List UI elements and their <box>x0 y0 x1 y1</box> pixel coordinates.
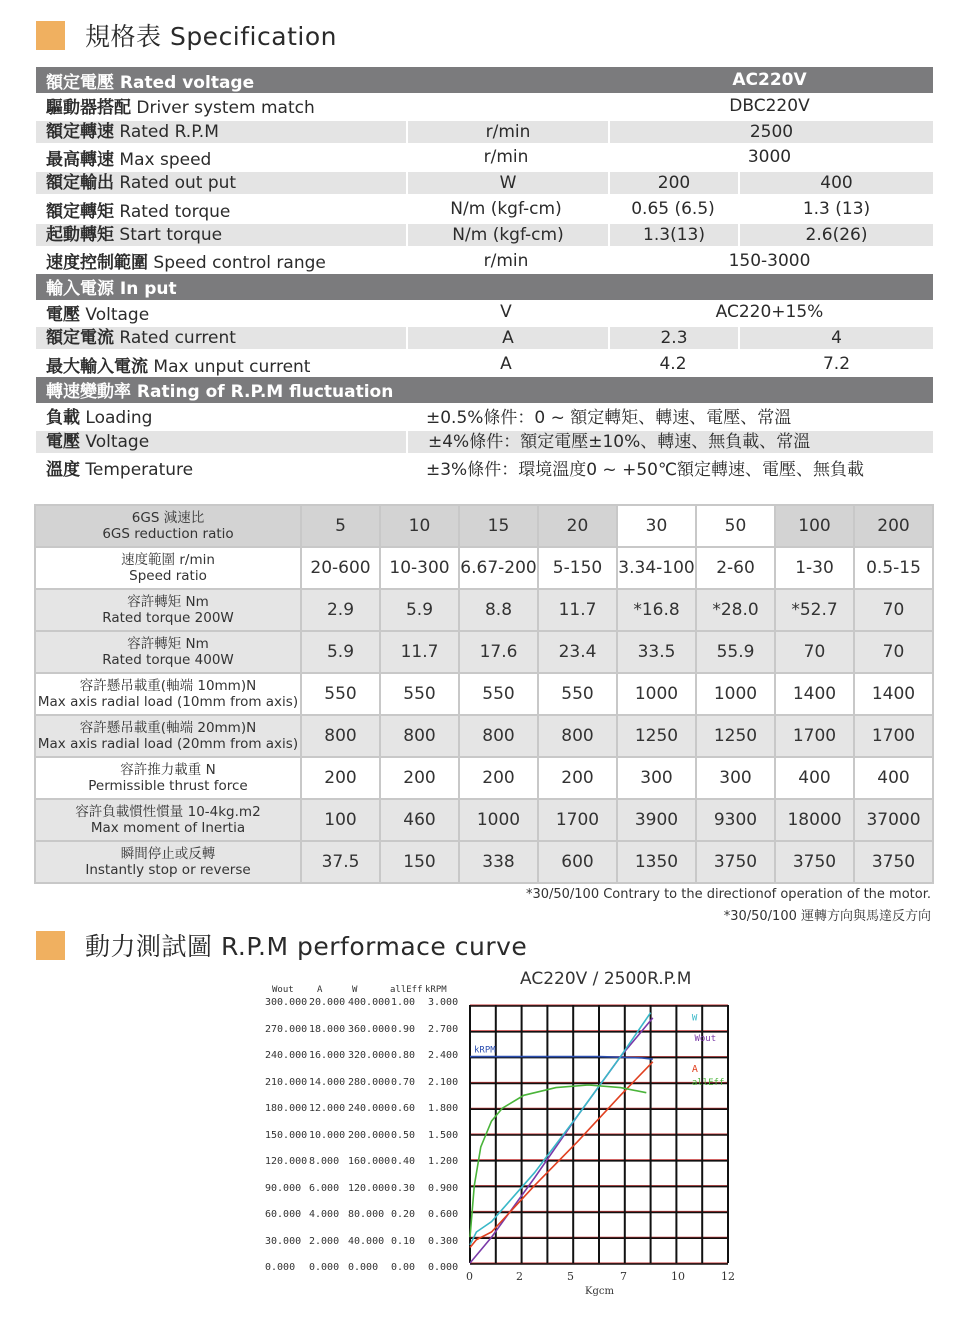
input-header: 輸入電源 In put <box>36 274 933 300</box>
ratio-cell: 33.5 <box>617 631 696 673</box>
ratio-cell: 200 <box>301 757 380 799</box>
ratio-cell: *28.0 <box>696 589 775 631</box>
ratio-cell: 550 <box>459 673 538 715</box>
ratio-table-row: 容許轉矩 Nm Rated torque 200W 2.9 5.9 8.8 11.7 *16.8 *28.0 *52.7 70 <box>35 589 933 631</box>
x-axis-label: Kgcm <box>585 1286 614 1297</box>
ratio-cell: 11.7 <box>538 589 617 631</box>
ratio-cell: 11.7 <box>380 631 459 673</box>
ratio-cell: 200 <box>380 757 459 799</box>
rated-voltage-value: AC220V <box>732 70 807 90</box>
spec-section-title: 規格表 Specification <box>36 17 337 53</box>
reduction-ratio-table <box>34 504 934 884</box>
ratio-table-row: 容許懸吊載重(軸端 10mm)N Max axis radial load (10mm from axis) 550 550 550 550 1000 1000 1400 1400 <box>35 673 933 715</box>
ratio-cell: 1250 <box>617 715 696 757</box>
ratio-cell: 6.67-200 <box>459 547 538 589</box>
spec-row-start-torque: 起動轉矩 Start torque N/m (kgf-cm) 1.3(13) 2.6(26) <box>36 222 933 248</box>
input-row-max-current: 最大輸入電流 Max unput current A 4.2 7.2 <box>46 354 851 377</box>
ratio-cell: 300 <box>696 757 775 799</box>
ratio-cell: 338 <box>459 841 538 883</box>
ratio-cell: 1400 <box>854 673 933 715</box>
chart-title: AC220V / 2500R.P.M <box>520 969 692 989</box>
spec-row-driver: 驅動器搭配 Driver system match DBC220V <box>46 95 810 119</box>
ratio-cell: 8.8 <box>459 589 538 631</box>
spec-row-rated-torque: 額定轉矩 Rated torque N/m (kgf-cm) 0.65 (6.5) 1.3 (13) <box>46 199 871 222</box>
rated-voltage-header: 額定電壓 Rated voltage AC220V <box>36 67 933 93</box>
ratio-cell: 600 <box>538 841 617 883</box>
spec-row-speed-range: 速度控制範圍 Speed control range r/min 150-3000 <box>46 250 811 274</box>
ratio-cell: 800 <box>459 715 538 757</box>
fluctuation-header: 轉速變動率 Rating of R.P.M fluctuation <box>36 377 933 403</box>
ratio-cell: 550 <box>380 673 459 715</box>
ratio-cell: 1700 <box>854 715 933 757</box>
ratio-cell: 800 <box>380 715 459 757</box>
ratio-cell: 2.9 <box>301 589 380 631</box>
ratio-cell: 70 <box>854 589 933 631</box>
ratio-table-row: 容許推力載重 N Permissible thrust force 200 200 200 200 300 300 400 400 <box>35 757 933 799</box>
svg-text:allEff: allEff <box>691 1077 725 1088</box>
ratio-cell: 5.9 <box>380 589 459 631</box>
ratio-cell: 70 <box>775 631 854 673</box>
fluct-row-temperature: 溫度 Temperature ±3%條件：環境溫度0 ~ +50℃額定轉速、電壓、無負載 <box>46 459 865 480</box>
ratio-cell: 400 <box>854 757 933 799</box>
ratio-table-row: 瞬間停止或反轉 Instantly stop or reverse 37.5 150 338 600 1350 3750 3750 3750 <box>35 841 933 883</box>
ratio-cell: 550 <box>301 673 380 715</box>
ratio-cell: 1000 <box>617 673 696 715</box>
footnote-en: *30/50/100 Contrary to the directionof operation of the motor. <box>525 887 931 902</box>
ratio-cell: 0.5-15 <box>854 547 933 589</box>
fluct-row-voltage: 電壓 Voltage ±4%條件：額定電壓±10%、轉速、無負載、常溫 <box>36 429 933 455</box>
performance-curve-chart <box>468 1003 733 1265</box>
ratio-cell: 3750 <box>696 841 775 883</box>
ratio-cell: 1350 <box>617 841 696 883</box>
svg-text:A: A <box>691 1064 698 1076</box>
ratio-cell: 800 <box>301 715 380 757</box>
ratio-cell: 150 <box>380 841 459 883</box>
ratio-cell: 1700 <box>775 715 854 757</box>
ratio-cell: 3750 <box>775 841 854 883</box>
ratio-table-row: 容許轉矩 Nm Rated torque 400W 5.9 11.7 17.6 23.4 33.5 55.9 70 70 <box>35 631 933 673</box>
ratio-cell: 2-60 <box>696 547 775 589</box>
ratio-cell: 23.4 <box>538 631 617 673</box>
ratio-cell: 3900 <box>617 799 696 841</box>
spec-row-max-speed: 最高轉速 Max speed r/min 3000 <box>46 147 792 170</box>
ratio-table-row: 速度範圍 r/min Speed ratio 20-600 10-300 6.67-200 5-150 3.34-100 2-60 1-30 0.5-15 <box>35 547 933 589</box>
ratio-cell: 300 <box>617 757 696 799</box>
ratio-cell: 1250 <box>696 715 775 757</box>
fluct-row-loading: 負載 Loading ±0.5%條件：0 ~ 額定轉矩、轉速、電壓、常溫 <box>46 408 792 429</box>
ratio-cell: 9300 <box>696 799 775 841</box>
ratio-cell: 10-300 <box>380 547 459 589</box>
ratio-cell: 460 <box>380 799 459 841</box>
ratio-cell: *16.8 <box>617 589 696 631</box>
ratio-cell: 5-150 <box>538 547 617 589</box>
input-row-voltage: 電壓 Voltage V AC220+15% <box>46 302 824 325</box>
svg-text:Wout: Wout <box>694 1034 717 1045</box>
ratio-cell: 200 <box>459 757 538 799</box>
ratio-cell: 5.9 <box>301 631 380 673</box>
spec-row-rated-rpm: 額定轉速 Rated R.P.M r/min 2500 <box>36 119 933 145</box>
ratio-cell: 17.6 <box>459 631 538 673</box>
series-W <box>470 1013 651 1245</box>
ratio-table-row: 容許負載慣性慣量 10-4kg.m2 Max moment of Inertia 100 460 1000 1700 3900 9300 18000 37000 <box>35 799 933 841</box>
ratio-table-row: 容許懸吊載重(軸端 20mm)N Max axis radial load (20mm from axis) 800 800 800 800 1250 1250 1700 1700 <box>35 715 933 757</box>
ratio-cell: 400 <box>775 757 854 799</box>
ratio-cell: 200 <box>538 757 617 799</box>
ratio-cell: 550 <box>538 673 617 715</box>
ratio-cell: 1400 <box>775 673 854 715</box>
footnote-zh: *30/50/100 運轉方向與馬達反方向 <box>723 909 931 924</box>
ratio-cell: 37000 <box>854 799 933 841</box>
spec-row-rated-output: 額定輸出 Rated out put W 200 400 <box>36 170 933 196</box>
ratio-cell: 1700 <box>538 799 617 841</box>
ratio-cell: 1000 <box>459 799 538 841</box>
ratio-cell: 3.34-100 <box>617 547 696 589</box>
ratio-cell: 800 <box>538 715 617 757</box>
section-marker-icon <box>36 21 65 50</box>
ratio-cell: 1000 <box>696 673 775 715</box>
ratio-cell: 18000 <box>775 799 854 841</box>
ratio-cell: 37.5 <box>301 841 380 883</box>
curve-section-title: 動力測試圖 R.P.M performace curve <box>36 927 527 963</box>
input-row-rated-current: 額定電流 Rated current A 2.3 4 <box>36 325 933 351</box>
spec-table <box>36 67 933 480</box>
ratio-cell: 100 <box>301 799 380 841</box>
svg-text:W: W <box>691 1013 698 1024</box>
svg-text:kRPM: kRPM <box>474 1045 496 1056</box>
ratio-header-row: 6GS 減速比 6GS reduction ratio 5 10 15 20 30 50 100 200 <box>35 505 933 547</box>
ratio-cell: 55.9 <box>696 631 775 673</box>
ratio-cell: 20-600 <box>301 547 380 589</box>
section-marker-icon <box>36 931 65 960</box>
ratio-cell: 1-30 <box>775 547 854 589</box>
ratio-cell: 3750 <box>854 841 933 883</box>
ratio-cell: *52.7 <box>775 589 854 631</box>
ratio-cell: 70 <box>854 631 933 673</box>
